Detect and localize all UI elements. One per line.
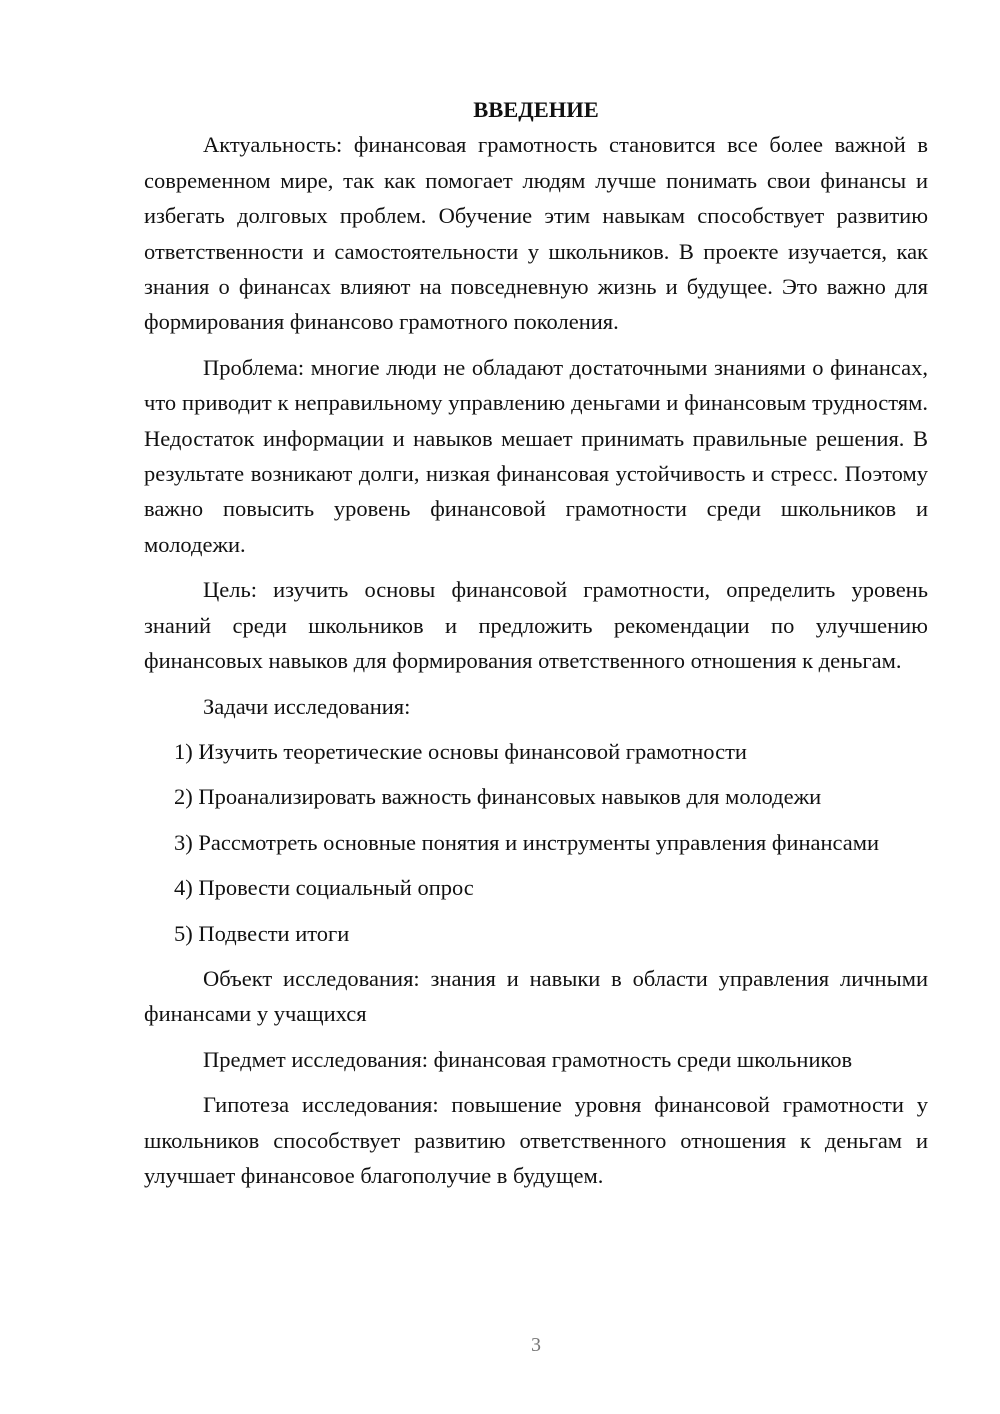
task-item: 4) Провести социальный опрос <box>174 875 474 901</box>
paragraph-object: Объект исследования: знания и навыки в области управления личными финансами у учащихся <box>144 965 928 1027</box>
task-item: 3) Рассмотреть основные понятия и инструменты управления финансами <box>174 829 880 855</box>
task-item: 5) Подвести итоги <box>174 920 350 946</box>
tasks-heading: Задачи исследования: <box>203 693 411 719</box>
paragraph-hypothesis: Гипотеза исследования: повышение уровня финансовой грамотности у школьников способствует развитию ответственного отношения к деньгам и улучшает финансовое благополучие в будущем. <box>144 1092 928 1188</box>
paragraph-relevance: Актуальность: финансовая грамотность становится все более важной в современном мире, так как помогает людям лучше понимать свои финансы и избегать долговых проблем. Обучение этим навыкам способствует развитию ответственности и самостоятельности у школьников. В проекте изучается, как знания о финансах влияют на повседневную жизнь и будущее. Это важно для формирования финансово грамотного поколения. <box>144 132 928 335</box>
paragraph-subject: Предмет исследования: финансовая грамотность среди школьников <box>203 1046 853 1072</box>
task-item: 2) Проанализировать важность финансовых навыков для молодежи <box>174 784 822 810</box>
paragraph-problem: Проблема: многие люди не обладают достаточными знаниями о финансах, что приводит к неправильному управлению деньгами и финансовым трудностям. Недостаток информации и навыков мешает принимать правильные решения. В результате возникают долги, низкая финансовая устойчивость и стресс. Поэтому важно повысить уровень финансовой грамотности среди школьников и молодежи. <box>144 354 928 557</box>
section-title: ВВЕДЕНИЕ <box>473 97 599 122</box>
document-body <box>144 92 928 1203</box>
paragraph-goal: Цель: изучить основы финансовой грамотности, определить уровень знаний среди школьников и предложить рекомендации по улучшению финансовых навыков для формирования ответственного отношения к деньгам. <box>144 577 928 674</box>
page-number: 3 <box>531 1334 541 1356</box>
task-item: 1) Изучить теоретические основы финансовой грамотности <box>174 738 747 764</box>
